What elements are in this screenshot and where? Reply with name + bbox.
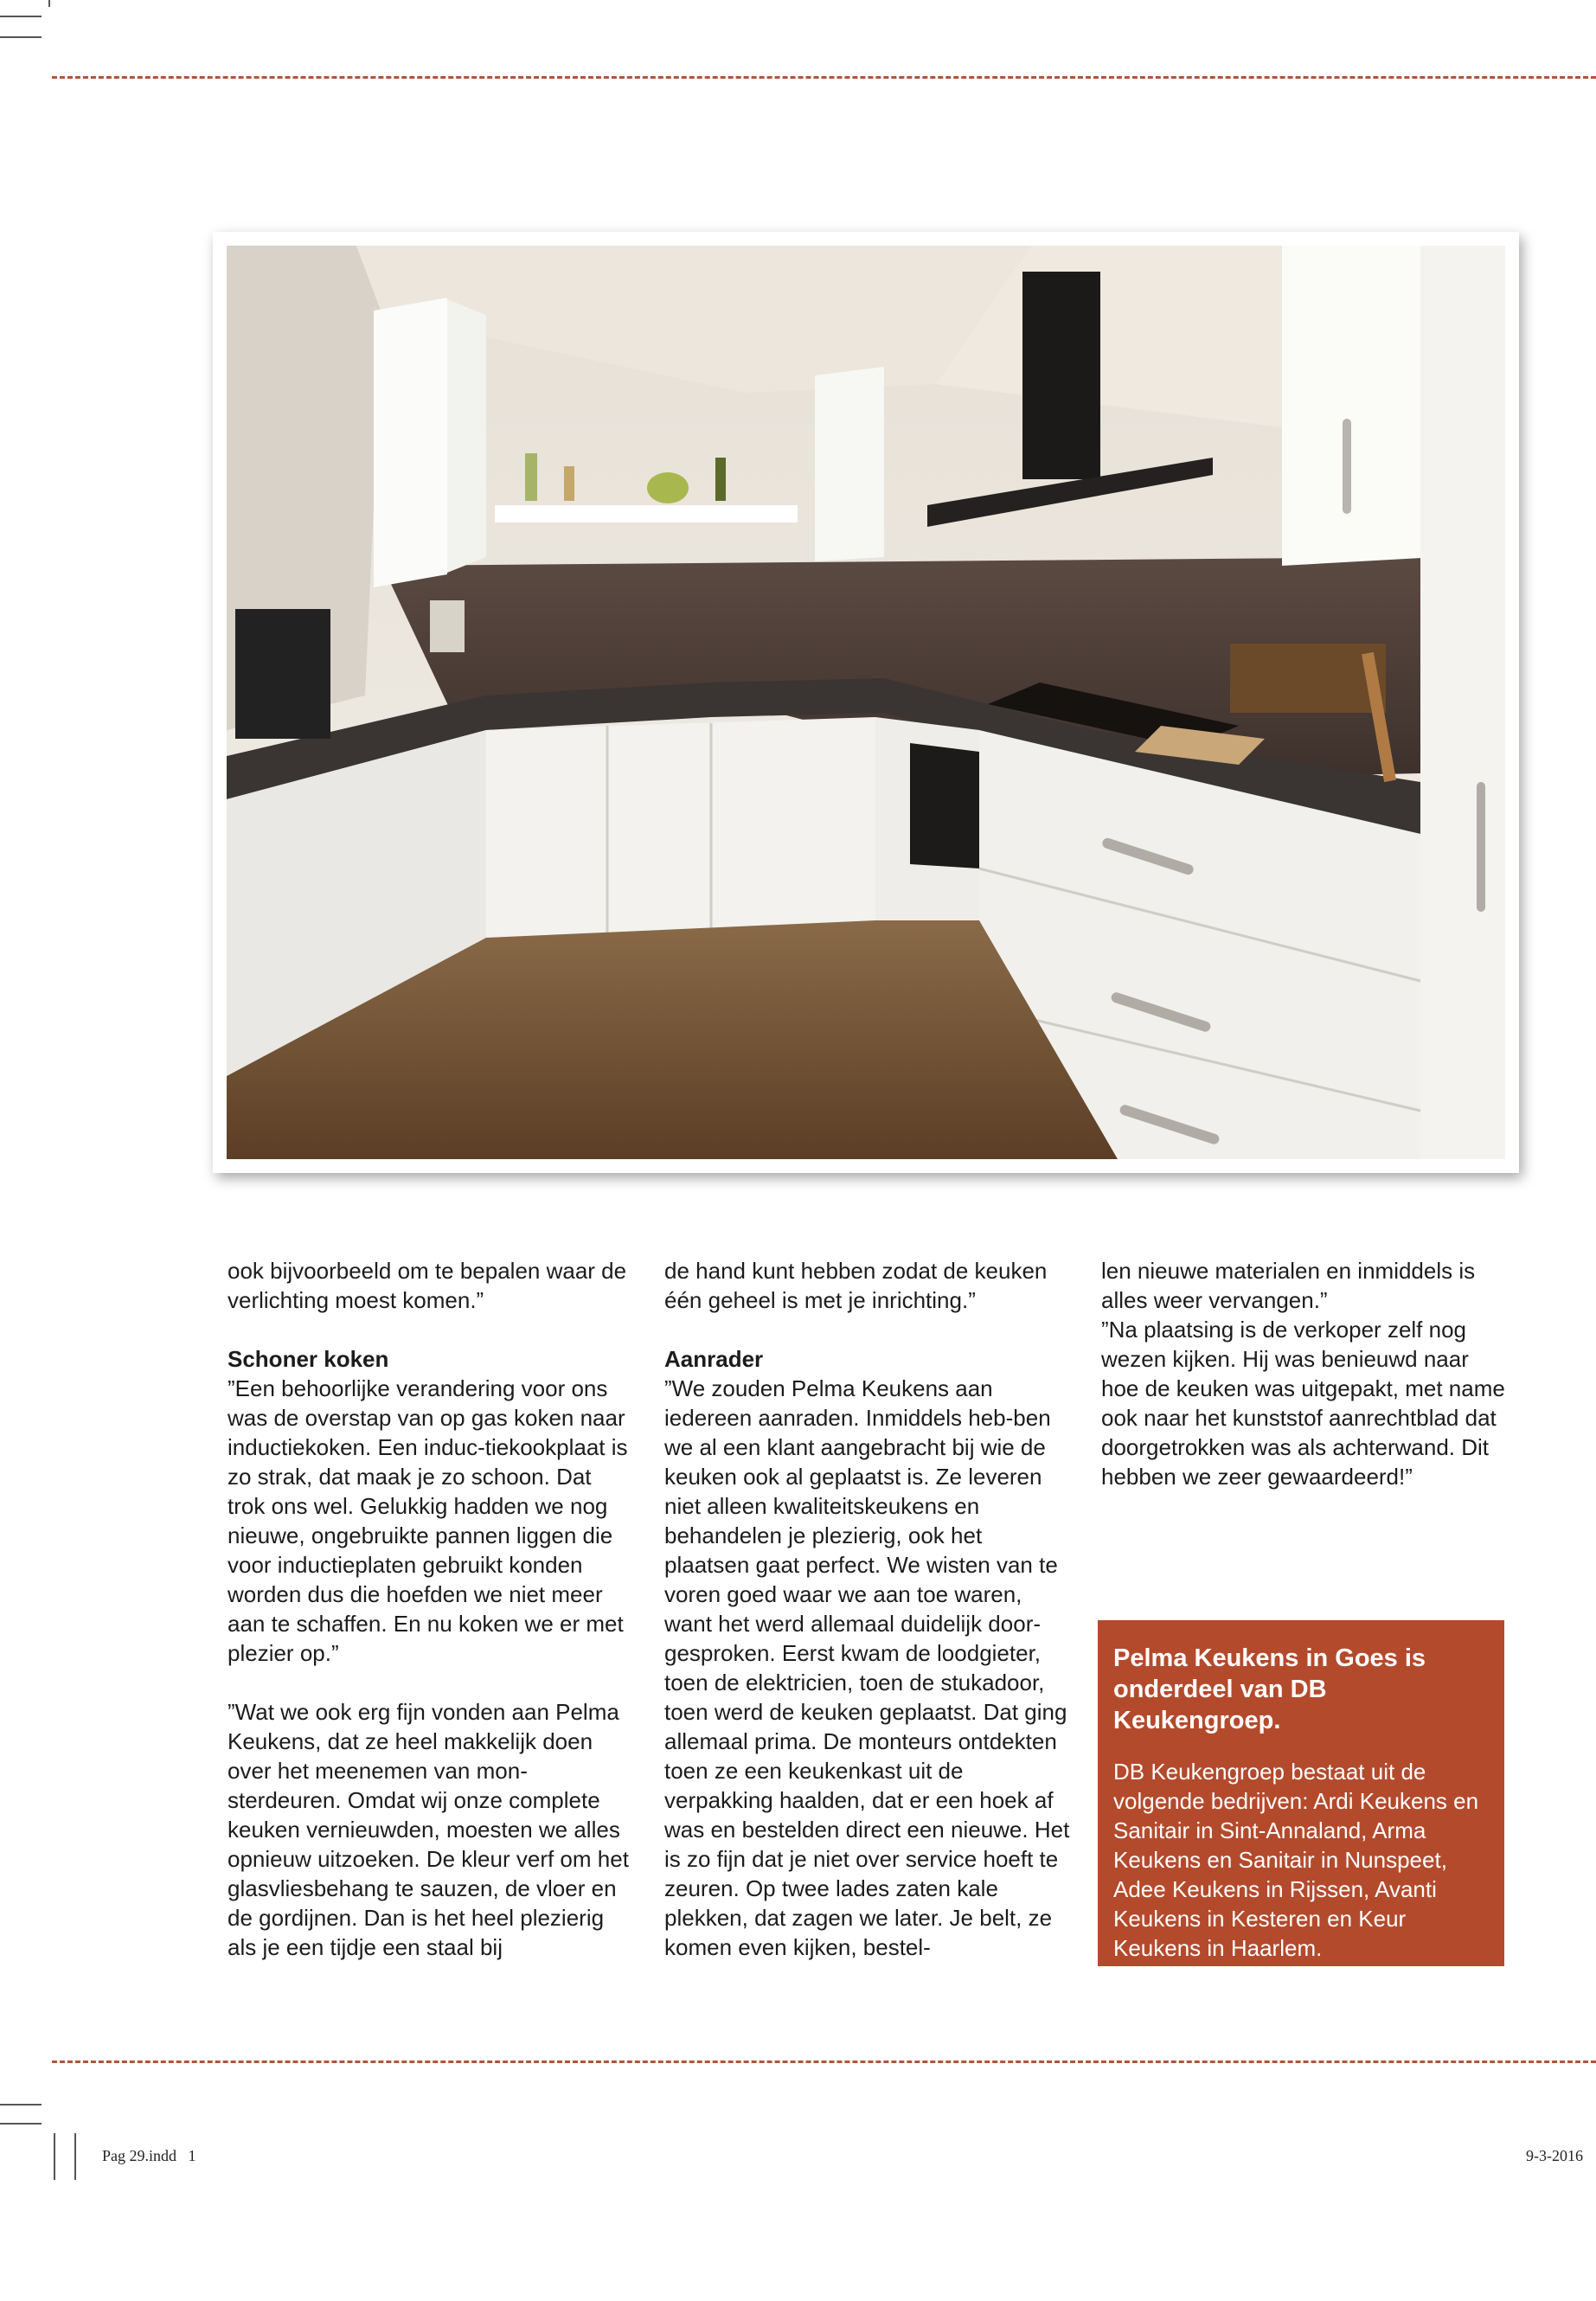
file-slug: Pag 29.indd 1 [102,2147,196,2164]
paragraph-spacer [228,1668,634,1697]
kitchen-photo-frame [213,232,1519,1173]
article-paragraph: ook bijvoorbeeld om te bepalen waar de verlichting moest komen.” [228,1258,627,1313]
article-column-2 [664,1256,1071,1962]
article-paragraph: len nieuwe materialen en inmiddels is alles weer vervangen.” [1101,1258,1476,1313]
paragraph-spacer [664,1315,1071,1344]
article-paragraph: ”We zouden Pelma Keukens aan iedereen aanraden. Inmiddels heb-ben we al een klant aangebracht bij wie de keuken ook al geplaatst is. Ze leveren niet alleen kwaliteitskeukens en behandelen je plezierig, ook het plaatsen gaat perfect. We wisten van te voren goed waar we aan toe waren, want het werd allemaal duidelijk door-gesproken. Eerst kwam de loodgieter, toen de elektricien, toen de stukadoor, toen werd de keuken geplaatst. Dat ging allemaal prima. De monteurs ontdekten toen ze een keukenkast uit de verpakking haalden, dat er een hoek af was en bestelden direct een nieuwe. Het is zo fijn dat je niet over service hoeft te zeuren. Op twee lades zaten kale plekken, dat zagen we later. Je belt, ze komen even kijken, bestel- [664,1375,1070,1960]
crop-mark [0,2123,42,2125]
article-paragraph: ”Wat we ook erg fijn vonden aan Pelma Keukens, dat ze heel makkelijk doen over het meenemen van mon-sterdeuren. Omdat wij onze complete keuken vernieuwden, moesten we alles opnieuw uitzoeken. De kleur verf om het glasvliesbehang te sauzen, de vloer en de gordijnen. Dan is het heel plezierig als je een tijdje een staal bij [228,1699,629,1960]
print-date: 9-3-2016 [1526,2147,1583,2164]
article-column-3 [1101,1256,1508,1491]
info-box-body: DB Keukengroep bestaat uit de volgende bedrijven: Ardi Keukens en Sanitair in Sint-Annaland, Arma Keukens en Sanitair in Nunspeet, Adee Keukens in Rijssen, Avanti Keukens in Kesteren en Keur Keukens in Haarlem. [1113,1759,1479,1961]
info-box [1098,1620,1504,1966]
paragraph-spacer [228,1315,634,1344]
section-heading: Schoner koken [228,1346,389,1372]
crop-mark [0,2104,42,2106]
crop-mark [74,2133,76,2180]
info-box-title: Pelma Keukens in Goes is onderdeel van DB Keukengroep. [1113,1644,1426,1734]
article-paragraph: ”Een behoorlijke verandering voor ons was de overstap van op gas koken naar inductiekoken. Een induc-tiekookplaat is zo strak, dat maak je zo schoon. Dat trok ons wel. Gelukkig hadden we nog nieuwe, ongebruikte pannen liggen die voor inductieplaten gebruikt konden worden dus die hoefden we niet meer aan te schaffen. En nu koken we er met plezier op.” [228,1375,628,1666]
kitchen-photo [227,246,1505,1159]
crop-mark [54,2133,55,2180]
crop-mark [0,36,42,38]
crop-mark [0,16,42,17]
crop-mark [48,0,50,7]
article-paragraph: de hand kunt hebben zodat de keuken één geheel is met je inrichting.” [664,1258,1048,1313]
top-dashed-divider [52,76,1596,79]
bottom-dashed-divider [52,2061,1596,2063]
section-heading: Aanrader [664,1346,764,1372]
article-column-1 [228,1256,634,1962]
article-paragraph: ”Na plaatsing is de verkoper zelf nog wezen kijken. Hij was benieuwd naar hoe de keuken was uitgepakt, met name ook naar het kunststof aanrechtblad dat doorgetrokken was als achterwand. Dit hebben we zeer gewaardeerd!” [1101,1317,1505,1490]
